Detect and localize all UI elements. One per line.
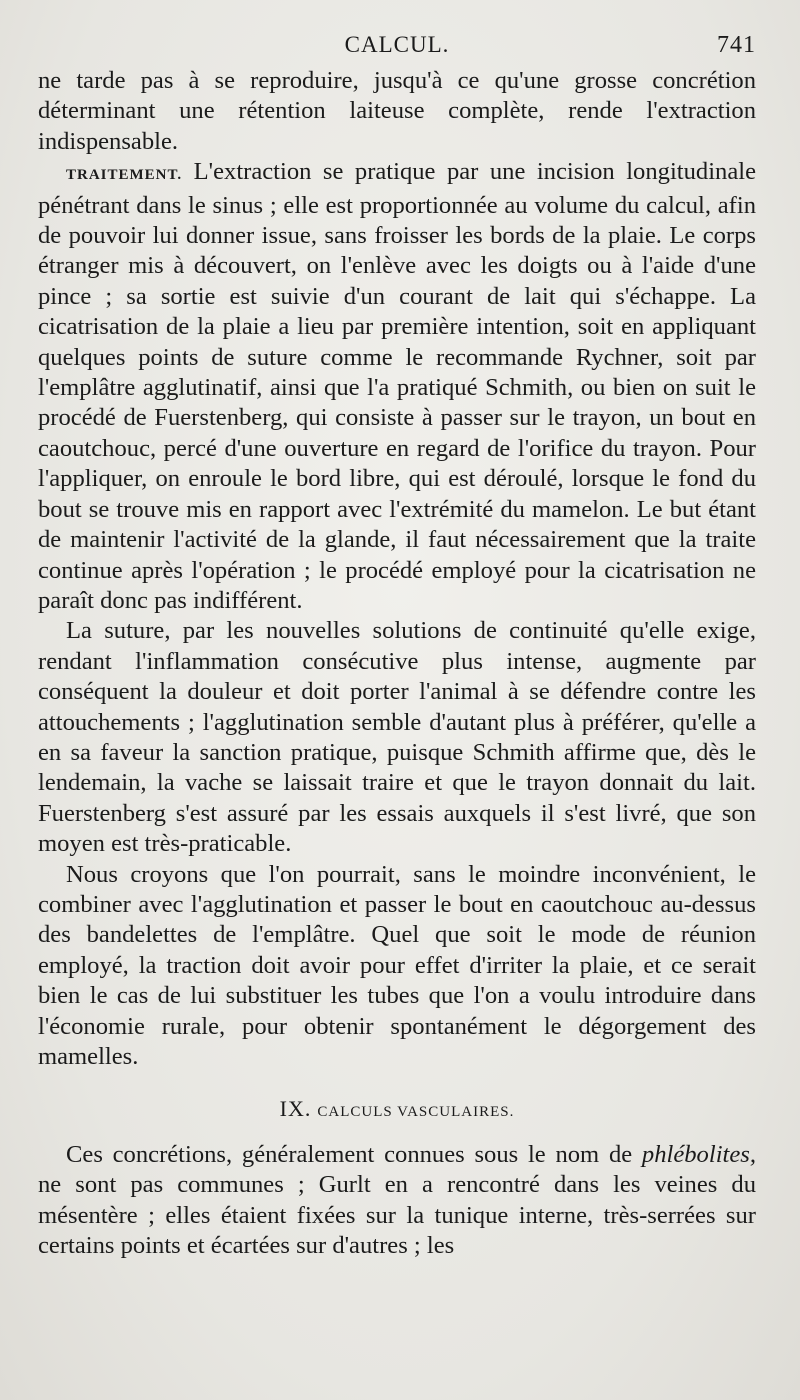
traitement-text: L'extraction se pratique par une incision longitudinale pénétrant dans le sinus ; elle est proportionnée au volume du calcul, afin de pouvoir lui donner issue, sans froisser les bords de la plaie. Le corps étranger mis à découvert, on l'enlève avec les doigts ou à l'aide d'une pince ; sa sortie est suivie d'un courant de lait qui s'échappe. La cicatrisation de la plaie a lieu par première intention, soit en appliquant quelques points de suture comme le recommande Rychner, soit par l'emplâtre agglutinatif, ainsi que l'a pratiqué Schmith, ou bien on suit le procédé de Fuerstenberg, qui consiste à passer sur le trayon, un bout en caoutchouc, percé d'une ouverture en regard de l'orifice du trayon. Pour l'appliquer, on enroule le bord libre, qui est déroulé, lorsque le fond du bout se trouve mis en rapport avec l'extrémité du mamelon. Le but étant de maintenir l'activité de la glande, il faut nécessairement que la traite continue après l'opération ; le procédé employé pour la cicatrisation ne paraît donc pas indifférent.	[38, 158, 756, 614]
paragraph-phlebolites	[38, 1140, 756, 1262]
body-text	[38, 66, 756, 1261]
phlebolites-text-end: ne sont pas communes ; Gurlt en a rencontré dans les veines du mésentère ; elles étaient fixées sur la tunique interne, très-serrées sur certains points et écartées sur d'autres ; les	[38, 1171, 756, 1260]
paragraph-continuation: ne tarde pas à se reproduire, jusqu'à ce qu'une grosse concrétion déterminant une rétention laiteuse complète, rende l'extraction indispensable.	[38, 67, 756, 155]
paragraph-traitement	[38, 157, 756, 616]
section-title: CALCULS VASCULAIRES.	[317, 1104, 515, 1121]
section-number: IX.	[279, 1096, 312, 1122]
running-title: CALCUL.	[344, 32, 450, 57]
phlebolites-text-start: Ces concrétions, généralement connues sous le nom de	[66, 1140, 642, 1168]
paragraph-suture: La suture, par les nouvelles solutions de continuité qu'elle exige, rendant l'inflammation consécutive plus intense, augmente par conséquent la douleur et doit porter l'animal à se défendre contre les attouchements ; l'agglutination semble d'autant plus à préférer, qu'elle a en sa faveur la sanction pratique, puisque Schmith affirme que, dès le lendemain, la vache se laissait traire et que le trayon donnait du lait. Fuerstenberg s'est assuré par les essais auxquels il s'est livré, que son moyen est très-praticable.	[38, 617, 756, 858]
phlebolites-term: phlébolites,	[641, 1140, 756, 1168]
paragraph-combination: Nous croyons que l'on pourrait, sans le moindre inconvénient, le combiner avec l'agglutination et passer le bout en caoutchouc au-dessus des bandelettes de l'emplâtre. Quel que soit le mode de réunion employé, la traction doit avoir pour effet d'irriter la plaie, et ce serait bien le cas de lui substituer les tubes que l'on a voulu introduire dans l'économie rurale, pour obtenir spontanément le dégorgement des mamelles.	[38, 860, 756, 1070]
section-heading	[38, 1094, 756, 1127]
traitement-label: TRAITEMENT.	[66, 167, 183, 184]
running-head	[38, 30, 756, 66]
page-number: 741	[717, 32, 756, 58]
